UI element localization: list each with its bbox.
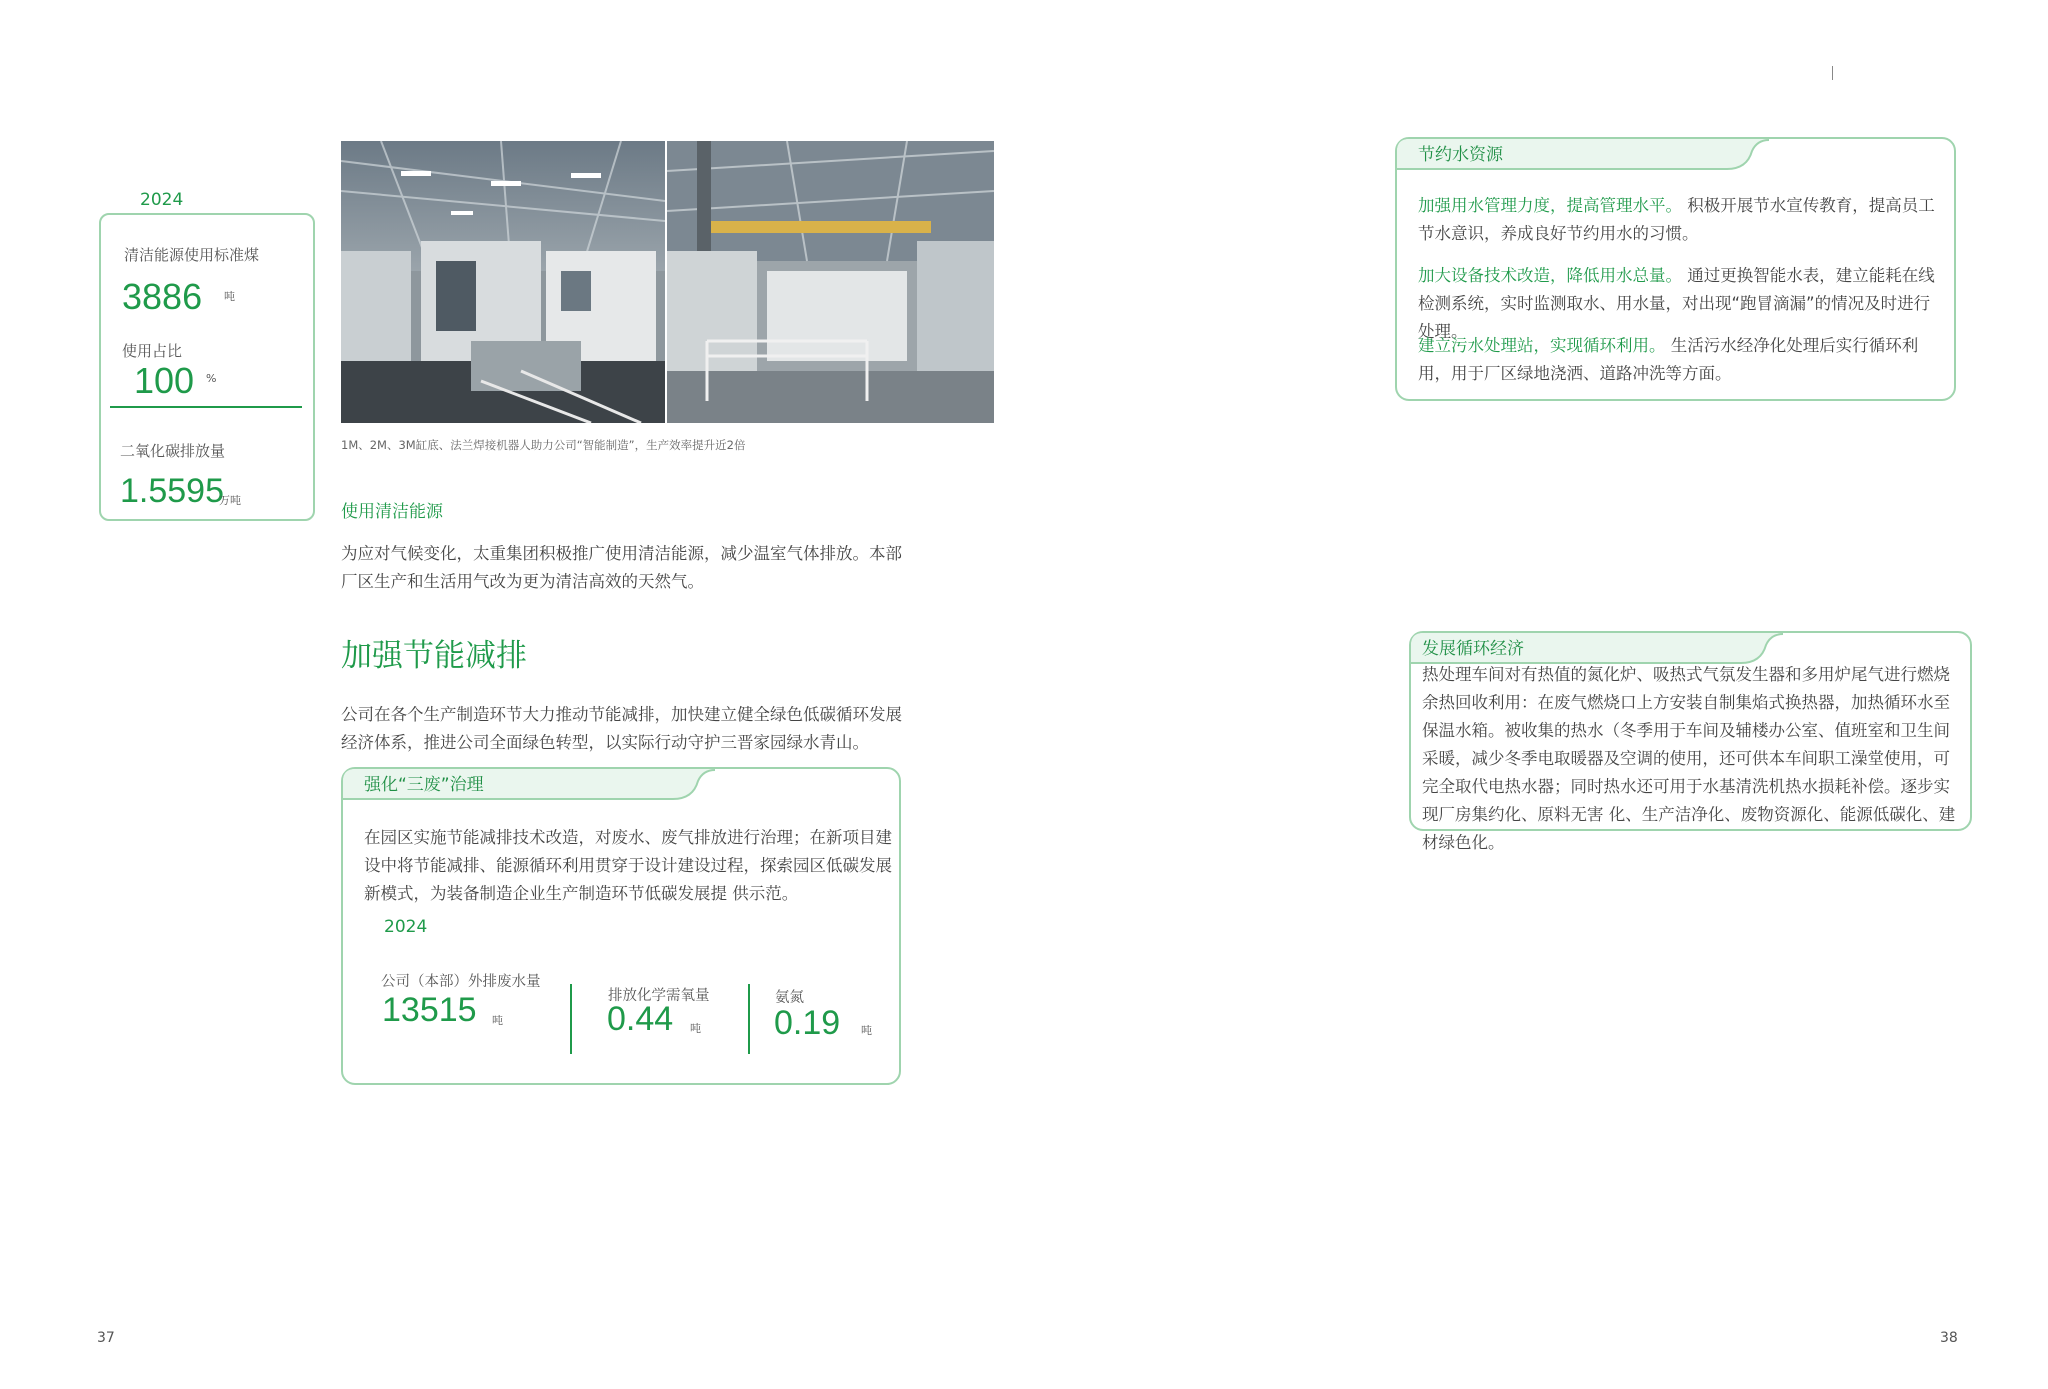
waste-stat-value: 13515 <box>382 991 477 1029</box>
usage-ratio-value: 100 <box>134 360 195 401</box>
page-number-left: 37 <box>97 1330 115 1346</box>
cod-stat-value: 0.44 <box>607 1000 674 1038</box>
water-item-1 <box>1418 192 1938 248</box>
factory-photo-left <box>341 141 665 423</box>
circular-box-text: 热处理车间对有热值的氮化炉、吸热式气氛发生器和多用炉尾气进行燃烧余热回收利用：在废气燃烧口上方安装自制集焰式换热器，加热循环水至保温水箱。被收集的热水（冬季用于车间及辅楼办公室、值班室和卫生间采暖，减少冬季电取暖器及空调的使用，还可供本车间职工澡堂使用，可完全取代电热水器；同时热水还可用于水基清洗机热水损耗补偿。逐步实现厂房集约化、原料无害 化、生产洁净化、废物资源化、能源低碳化、建材绿色化。 <box>1422 665 1956 852</box>
clean-energy-heading: 使用清洁能源 <box>341 502 443 522</box>
energy-saving-title: 加强节能减排 <box>341 638 527 674</box>
cod-stat-divider <box>748 984 750 1054</box>
ammonia-stat-label: 氨氮 <box>775 990 804 1006</box>
water-box-tab: 节约水资源 <box>1418 145 1503 165</box>
water-item-2-highlight: 加大设备技术改造，降低用水总量。 <box>1418 266 1682 285</box>
waste-box-tab: 强化“三废”治理 <box>364 775 484 795</box>
waste-stat-label: 公司（本部）外排废水量 <box>381 974 541 990</box>
clean-energy-unit: 吨 <box>224 290 235 303</box>
page-number-right: 38 <box>1940 1330 1958 1346</box>
water-item-3-text: 生活污水经净化处理后实行循环利用，用于厂区绿地浇洒、道路冲洗等方面。 <box>1418 336 1919 383</box>
cod-stat-unit: 吨 <box>690 1022 701 1035</box>
waste-stat-divider <box>570 984 572 1054</box>
ammonia-stat-unit: 吨 <box>861 1024 872 1037</box>
ammonia-stat-value: 0.19 <box>774 1004 841 1042</box>
energy-saving-text: 公司在各个生产制造环节大力推动节能减排，加快建立健全绿色低碳循环发展经济体系，推进公司全面绿色转型，以实际行动守护三晋家园绿水青山。 <box>341 705 902 752</box>
water-item-3-highlight: 建立污水处理站，实现循环利用。 <box>1418 336 1666 355</box>
water-item-3 <box>1418 332 1938 388</box>
water-item-1-highlight: 加强用水管理力度，提高管理水平。 <box>1418 196 1682 215</box>
co2-unit: 万吨 <box>219 494 241 507</box>
waste-year: 2024 <box>384 917 428 937</box>
waste-stat-unit: 吨 <box>492 1014 503 1027</box>
waste-box-text: 在园区实施节能减排技术改造，对废水、废气排放进行治理；在新项目建设中将节能减排、能源循环利用贯穿于设计建设过程，探索园区低碳发展新模式，为装备制造企业生产制造环节低碳发展提 供示范。 <box>364 828 892 903</box>
usage-ratio-unit: % <box>206 372 217 385</box>
clean-energy-label: 清洁能源使用标准煤 <box>124 246 260 264</box>
circular-box-tab: 发展循环经济 <box>1422 639 1524 659</box>
cod-stat-label: 排放化学需氧量 <box>608 988 710 1004</box>
photo-caption: 1M、2M、3M缸底、法兰焊接机器人助力公司“智能制造”，生产效率提升近2倍 <box>341 438 746 452</box>
clean-energy-value: 3886 <box>122 276 203 317</box>
header-separator <box>1832 66 1833 80</box>
water-item-1-text: 积极开展节水宣传教育，提高员工节水意识，养成良好节约用水的习惯。 <box>1418 196 1935 243</box>
stats-year: 2024 <box>140 190 184 210</box>
clean-energy-text: 为应对气候变化，太重集团积极推广使用清洁能源，减少温室气体排放。本部厂区生产和生活用气改为更为清洁高效的天然气。 <box>341 544 902 591</box>
water-item-2-text: 通过更换智能水表，建立能耗在线检测系统，实时监测取水、用水量，对出现“跑冒滴漏”的情况及时进行处理。 <box>1418 266 1935 341</box>
co2-value: 1.5595 <box>120 472 224 510</box>
usage-ratio-label: 使用占比 <box>122 342 183 360</box>
factory-photo-right <box>667 141 994 423</box>
stats-divider <box>110 406 302 408</box>
co2-label: 二氧化碳排放量 <box>120 442 226 460</box>
